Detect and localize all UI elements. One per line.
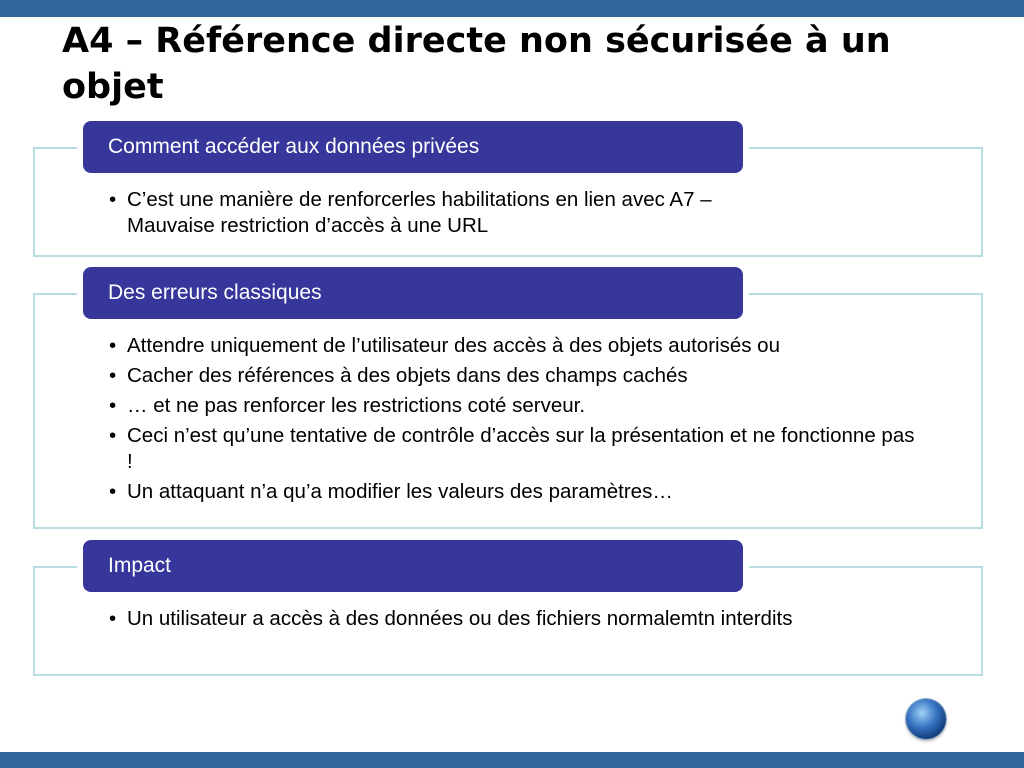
- section-impact: [33, 540, 983, 680]
- bullet-list: [109, 187, 769, 243]
- section-header-label: Comment accéder aux données privées: [108, 135, 480, 158]
- list-item: • Un utilisateur a accès à des données ou des fichiers normalemtn interdits: [109, 606, 829, 632]
- section-header-label: Impact: [108, 554, 172, 577]
- list-item: • Cacher des références à des objets dans des champs cachés: [109, 363, 919, 389]
- bullet-list: [109, 333, 919, 509]
- section-header: [83, 267, 743, 319]
- list-item: • Attendre uniquement de l’utilisateur des accès à des objets autorisés ou: [109, 333, 919, 359]
- slide-title: A4 – Référence directe non sécurisée à un objet: [62, 21, 891, 107]
- globe-logo-icon: [906, 699, 946, 739]
- list-item: • Un attaquant n’a qu’a modifier les valeurs des paramètres…: [109, 479, 919, 505]
- section-header: [83, 540, 743, 592]
- section-header: [83, 121, 743, 173]
- list-item: • C’est une manière de renforcerles habilitations en lien avec A7 – Mauvaise restriction d’accès à une URL: [109, 187, 769, 239]
- list-item: • Ceci n’est qu’une tentative de contrôle d’accès sur la présentation et ne fonctionne pas !: [109, 423, 919, 475]
- top-band: [0, 0, 1024, 17]
- section-classic-errors: [33, 267, 983, 532]
- bottom-band: [0, 752, 1024, 768]
- section-private-data-access: [33, 121, 983, 261]
- list-item: • … et ne pas renforcer les restrictions coté serveur.: [109, 393, 919, 419]
- bullet-list: [109, 606, 829, 636]
- section-header-label: Des erreurs classiques: [108, 281, 322, 304]
